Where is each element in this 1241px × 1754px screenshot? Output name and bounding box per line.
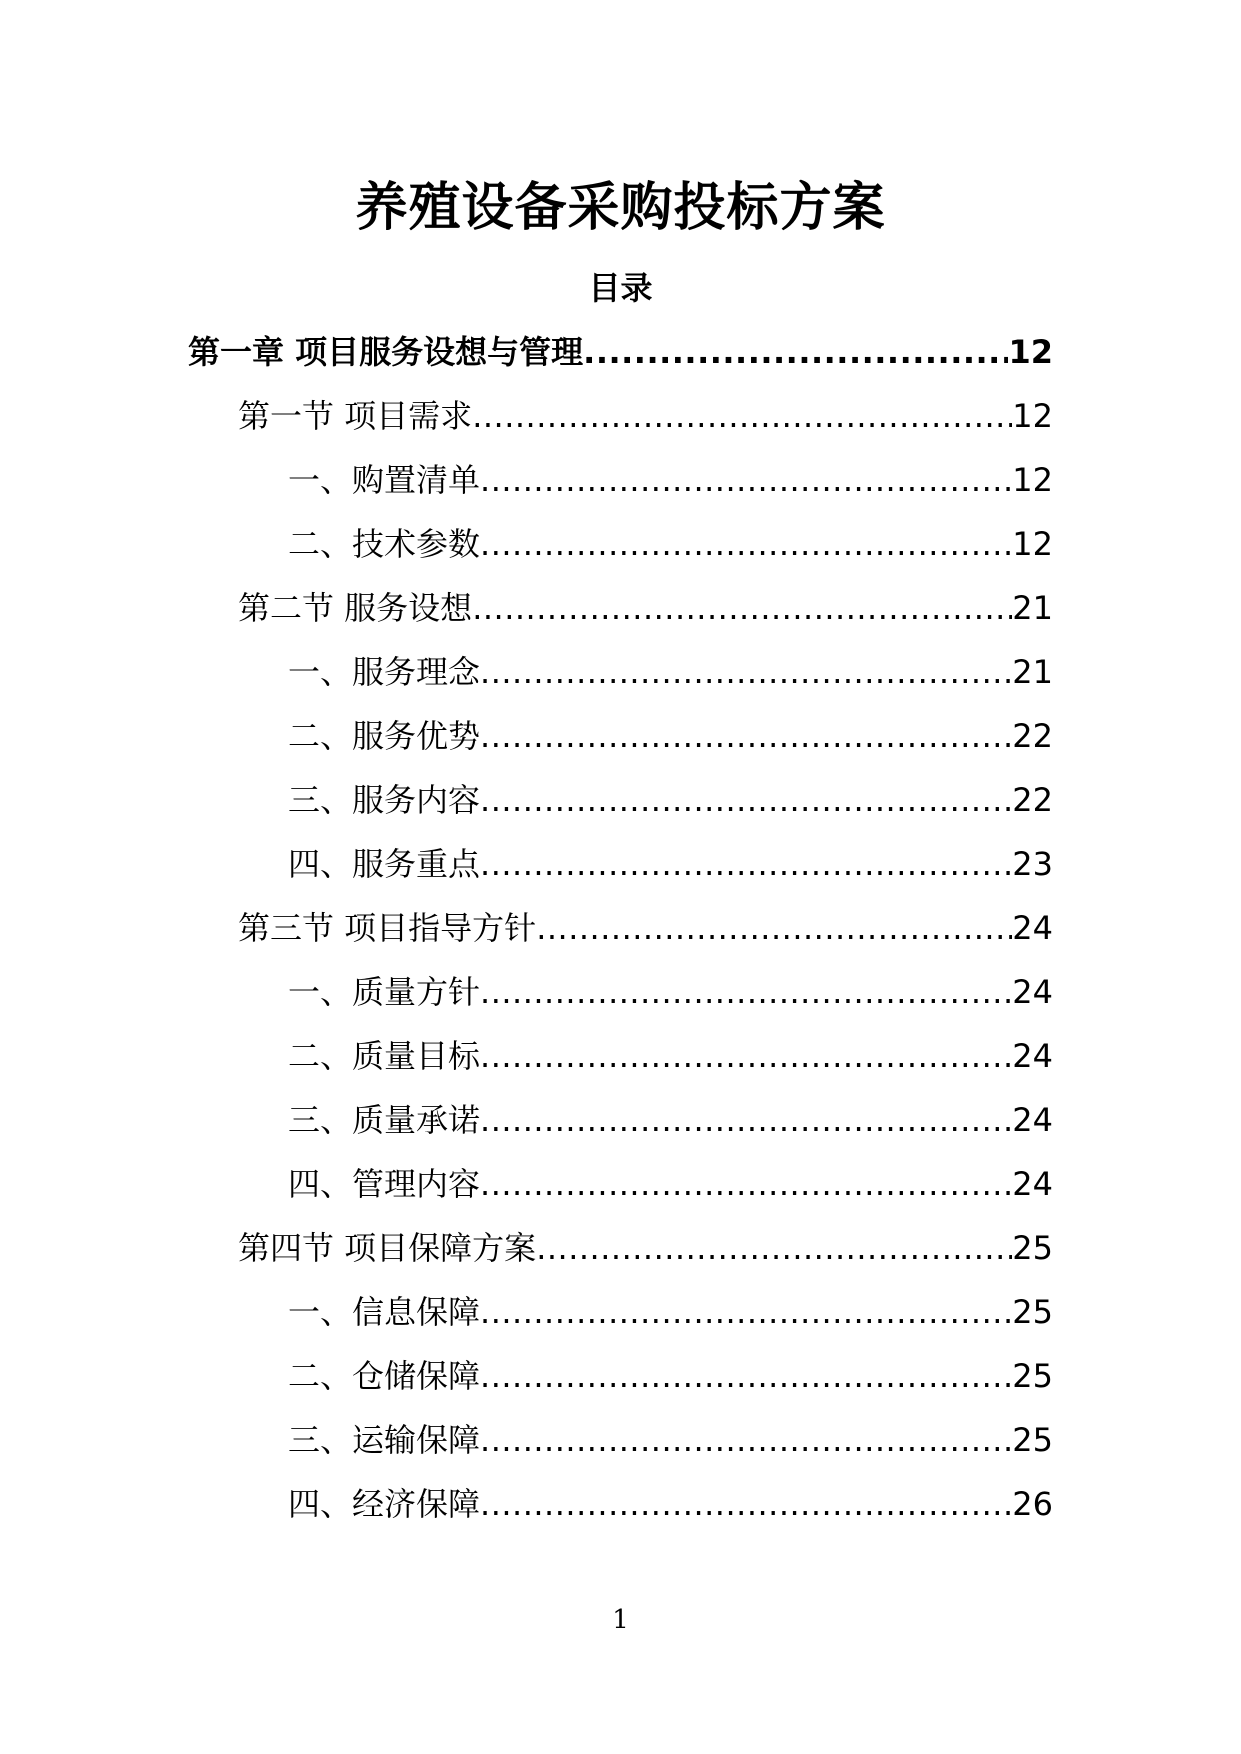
document-title: 养殖设备采购投标方案 <box>355 178 886 238</box>
toc-entry[interactable] <box>288 1290 1053 1334</box>
toc-entry-page: 25 <box>1012 1421 1053 1459</box>
toc-entry-label: 一、服务理念 <box>288 653 481 691</box>
toc-entry-label: 三、质量承诺 <box>288 1101 481 1139</box>
toc-entry-page: 21 <box>1012 589 1053 627</box>
toc-entry-page: 12 <box>1008 333 1053 371</box>
toc-entry-label: 二、服务优势 <box>288 717 481 755</box>
toc-entry-page: 12 <box>1012 397 1053 435</box>
toc-leader-dots <box>480 842 1012 886</box>
toc-entry[interactable] <box>288 1034 1053 1078</box>
toc-entry[interactable] <box>288 1418 1053 1462</box>
toc-entry-label: 第一节 项目需求 <box>238 397 473 435</box>
toc-entry[interactable] <box>238 1226 1053 1270</box>
toc-leader-dots <box>480 714 1012 758</box>
toc-heading: 目录 <box>588 269 653 307</box>
toc-entry-page: 22 <box>1012 781 1053 819</box>
toc-entry-label: 一、信息保障 <box>288 1293 481 1331</box>
toc-entry-page: 21 <box>1012 653 1053 691</box>
toc-leader-dots <box>472 394 1012 438</box>
toc-entry[interactable] <box>288 970 1053 1014</box>
toc-entry-label: 三、服务内容 <box>288 781 481 819</box>
toc-leader-dots <box>480 1418 1012 1462</box>
toc-entry-label: 二、技术参数 <box>288 525 481 563</box>
toc-entry[interactable] <box>288 650 1053 694</box>
toc-entry-page: 24 <box>1012 909 1053 947</box>
toc-entry-label: 第三节 项目指导方针 <box>238 909 537 947</box>
toc-entry-page: 12 <box>1012 525 1053 563</box>
toc-entry-label: 一、质量方针 <box>288 973 481 1011</box>
toc-entry-label: 四、服务重点 <box>288 845 481 883</box>
toc-leader-dots <box>480 970 1012 1014</box>
toc-entry[interactable] <box>238 394 1053 438</box>
toc-leader-dots <box>480 1354 1012 1398</box>
toc-entry[interactable] <box>288 714 1053 758</box>
toc-entry-page: 24 <box>1012 973 1053 1011</box>
toc-leader-dots <box>472 586 1012 630</box>
toc-entry[interactable] <box>238 906 1053 950</box>
toc-entry[interactable] <box>188 330 1053 374</box>
toc-leader-dots <box>480 458 1012 502</box>
toc-entry[interactable] <box>288 778 1053 822</box>
toc-entry-page: 24 <box>1012 1165 1053 1203</box>
toc-entry-label: 二、质量目标 <box>288 1037 481 1075</box>
toc-leader-dots <box>480 1098 1012 1142</box>
toc-entry-label: 一、购置清单 <box>288 461 481 499</box>
toc-entry-page: 22 <box>1012 717 1053 755</box>
toc-leader-dots <box>480 1034 1012 1078</box>
toc-leader-dots <box>536 906 1012 950</box>
toc-entry-label: 四、经济保障 <box>288 1485 481 1523</box>
toc-leader-dots <box>480 650 1012 694</box>
toc-leader-dots <box>480 1482 1012 1526</box>
toc-leader-dots <box>583 330 1008 374</box>
toc-entry[interactable] <box>288 1098 1053 1142</box>
toc-entry-label: 第四节 项目保障方案 <box>238 1229 537 1267</box>
page-number: 1 <box>612 1605 629 1635</box>
toc-entry-page: 25 <box>1012 1357 1053 1395</box>
toc-entry-label: 三、运输保障 <box>288 1421 481 1459</box>
toc-entry-label: 二、仓储保障 <box>288 1357 481 1395</box>
toc-entry-page: 23 <box>1012 845 1053 883</box>
toc-leader-dots <box>480 1162 1012 1206</box>
toc-entry[interactable] <box>288 842 1053 886</box>
toc-entry-page: 24 <box>1012 1101 1053 1139</box>
toc-entry-label: 第一章 项目服务设想与管理 <box>188 333 584 371</box>
toc-entry-label: 第二节 服务设想 <box>238 589 473 627</box>
toc-entry[interactable] <box>288 458 1053 502</box>
toc-entry[interactable] <box>288 1482 1053 1526</box>
toc-entry-label: 四、管理内容 <box>288 1165 481 1203</box>
toc-entry[interactable] <box>288 1162 1053 1206</box>
toc-entry[interactable] <box>238 586 1053 630</box>
toc-leader-dots <box>480 778 1012 822</box>
toc-entry-page: 25 <box>1012 1293 1053 1331</box>
toc-entry-page: 26 <box>1012 1485 1053 1523</box>
toc-entry-page: 25 <box>1012 1229 1053 1267</box>
toc-leader-dots <box>480 522 1012 566</box>
toc-entry[interactable] <box>288 522 1053 566</box>
toc-entry-page: 12 <box>1012 461 1053 499</box>
toc-leader-dots <box>536 1226 1012 1270</box>
toc-entry[interactable] <box>288 1354 1053 1398</box>
toc-entry-page: 24 <box>1012 1037 1053 1075</box>
toc-leader-dots <box>480 1290 1012 1334</box>
